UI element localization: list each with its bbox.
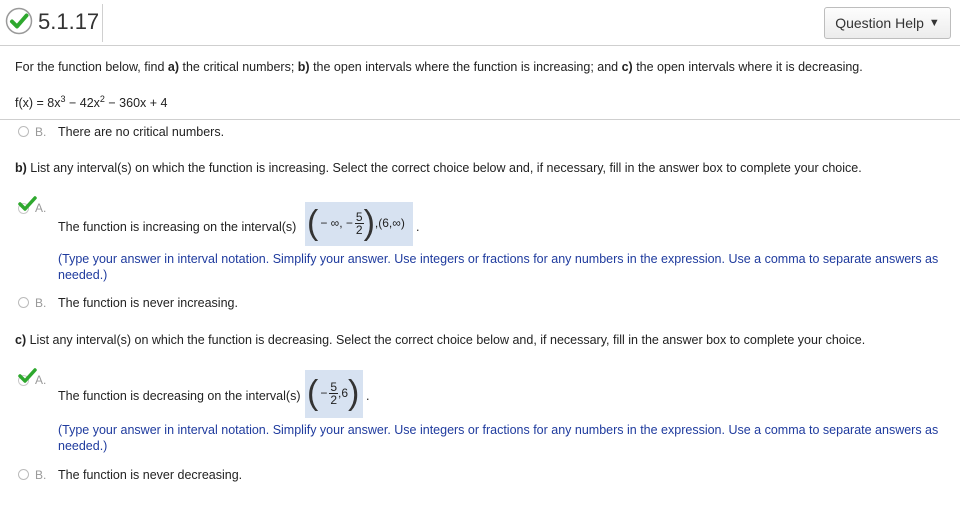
decreasing-answer-box[interactable] <box>305 370 363 418</box>
open-paren-icon: ( <box>307 204 319 242</box>
answer-period: . <box>416 220 420 234</box>
correct-check-icon <box>5 7 33 35</box>
answer-period: . <box>366 389 370 403</box>
part-a-option-b-text: There are no critical numbers. <box>58 125 225 139</box>
question-header <box>0 0 960 45</box>
part-c-prompt: c) List any interval(s) on which the function is decreasing. Select the correct choice below and, if necessary, fill in the answer box to complete your choice. <box>15 333 866 347</box>
header-divider <box>102 4 103 42</box>
question-intro: For the function below, find a) the critical numbers; b) the open intervals where the function is increasing; and c) the open intervals where it is decreasing. <box>15 60 863 74</box>
part-b-prompt: b) List any interval(s) on which the function is increasing. Select the correct choice below and, if necessary, fill in the answer box to complete your choice. <box>15 161 862 175</box>
open-paren-icon: ( <box>307 374 319 412</box>
question-help-button[interactable] <box>824 7 951 39</box>
part-c-instruction: (Type your answer in interval notation. Simplify your answer. Use integers or fractions for any numbers in the expression. Use a comma to separate answers as <box>58 423 939 437</box>
part-b-option-b-radio[interactable] <box>18 297 29 308</box>
part-b-instruction-cont: needed.) <box>58 268 108 282</box>
fraction: $\frac{5}{2}$ <box>330 379 338 407</box>
part-c-option-b-radio[interactable] <box>18 469 29 480</box>
part-c-option-a-letter: A. <box>35 373 47 387</box>
part-b-option-a-letter: A. <box>35 201 47 215</box>
part-b-option-a-text: The function is increasing on the interval(s) <box>58 220 297 234</box>
part-a-option-b-radio[interactable] <box>18 126 29 137</box>
increasing-answer-box[interactable] <box>305 202 413 246</box>
answer-prefix: − <box>320 386 328 400</box>
question-help-label: Question Help <box>835 15 924 31</box>
header-divider-line <box>0 45 960 46</box>
question-number: 5.1.17 <box>38 9 100 34</box>
part-c-option-b-text: The function is never decreasing. <box>58 468 243 482</box>
fraction: $\frac{5}{2}$ <box>355 209 363 237</box>
answer-suffix: ,(6,∞) <box>374 216 405 230</box>
part-c-option-b-letter: B. <box>35 468 47 482</box>
part-b-option-b-text: The function is never increasing. <box>58 296 238 310</box>
part-c-option-a-text: The function is decreasing on the interval(s) <box>58 389 301 403</box>
part-c-instruction-cont: needed.) <box>58 439 108 453</box>
answer-prefix: − ∞, − <box>320 216 353 230</box>
part-b-option-b-letter: B. <box>35 296 47 310</box>
section-divider <box>0 119 960 120</box>
answer-suffix: ,6 <box>338 386 349 400</box>
close-paren-icon: ) <box>363 204 375 242</box>
part-a-option-b-letter: B. <box>35 125 47 139</box>
function-definition: $f(x) = 8x^3 - 42x^2 - 360x + 4$ <box>15 94 168 111</box>
close-paren-icon: ) <box>348 374 360 412</box>
chevron-down-icon: ▼ <box>928 17 940 29</box>
part-b-instruction: (Type your answer in interval notation. Simplify your answer. Use integers or fractions for any numbers in the expression. Use a comma to separate answers as <box>58 252 939 266</box>
